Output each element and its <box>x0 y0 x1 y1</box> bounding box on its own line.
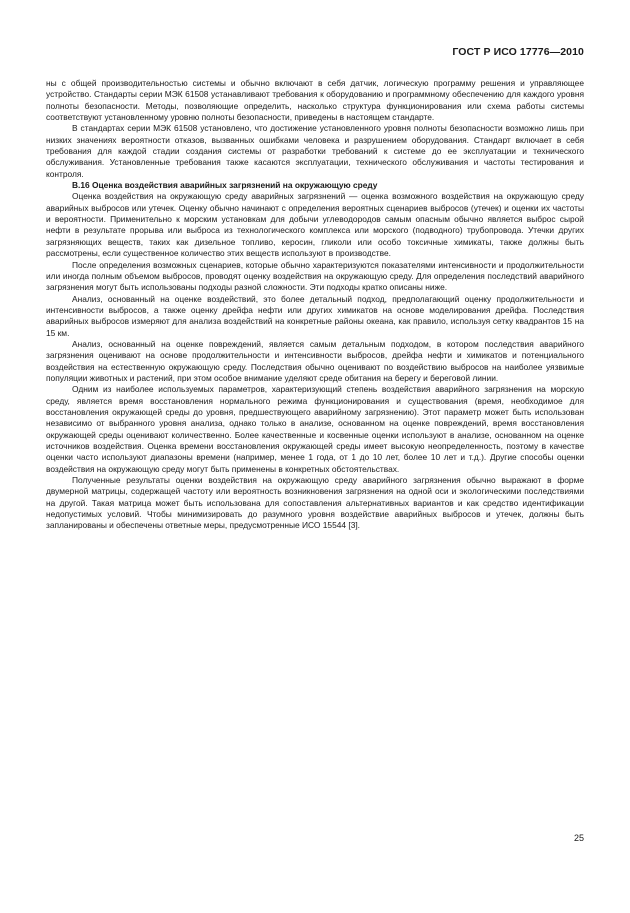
paragraph: После определения возможных сценариев, которые обычно характеризуются показателями интенсивности и продолжительности или иногда полным объемом выбросов, проводят оценку воздействия на окружающую среду. Для определения последствий аварийного загрязнения могут быть использованы подходы разной сложности. Эти подходы кратко описаны ниже. <box>46 259 584 293</box>
document-header: ГОСТ Р ИСО 17776—2010 <box>452 46 584 58</box>
paragraph-continuation: ны с общей производительностью системы и обычно включают в себя датчик, логическую программу решения и управляющее устройство. Стандарты серии МЭК 61508 устанавливают требования к оборудованию и программному обеспечению для каждого уровня полноты безопасности. Методы, позволяющие определить, насколько структура функционирования или схема работы системы соответствуют установленному уровню полноты безопасности, приведены в настоящем стандарте. <box>46 78 584 123</box>
paragraph: Оценка воздействия на окружающую среду аварийных загрязнений — оценка возможного воздействия на окружающую среду аварийных выбросов или утечек. Оценку обычно начинают с определения вероятных сценариев выбросов (утечек) и оценки их частоты и вероятности. Применительно к морским установкам для добычи углеводородов самым опасным обычно является выброс сырой нефти в результате прорыва или выброса из технологического комплекса или морского (подводного) трубопровода. Утечки других загрязняющих веществ, таких как дизельное топливо, керосин, гликоли или особо токсичные химикаты, также должны быть рассмотрены, если существенное количество этих веществ используют в производстве. <box>46 191 584 259</box>
paragraph: Полученные результаты оценки воздействия на окружающую среду аварийного загрязнения обычно выражают в форме двумерной матрицы, содержащей частоту или вероятность возникновения загрязнения на одной оси и экологическими последствиями на другой. Такая матрица может быть использована для сопоставления альтернативных вариантов и как средство идентификации недопустимых условий. Чтобы минимизировать до разумного уровня воздействие аварийных выбросов и утечек, должны быть запланированы и обеспечены ответные меры, предусмотренные ИСО 15544 [3]. <box>46 475 584 531</box>
paragraph: Анализ, основанный на оценке воздействий, это более детальный подход, предполагающий оценку продолжительности и интенсивности выбросов, а также оценку дрейфа нефти или других химикатов на основе моделирования дрейфа. Последствия аварийных выбросов измеряют для анализа воздействий на конкретные районы океана, как правило, используя сетку квадрантов 15 на 15 км. <box>46 293 584 338</box>
page-number: 25 <box>573 833 584 843</box>
page-body <box>46 78 584 532</box>
paragraph: Одним из наиболее используемых параметров, характеризующий степень воздействия аварийного загрязнения на морскую среду, является время восстановления нормального режима функционирования и существования (время, необходимое для восстановления окружающей среды до уровня, предшествующего аварийному загрязнению). Этот параметр может быть использован независимо от выбранного уровня анализа, однако только в анализе, основанном на оценке повреждений, время восстановления окружающей среды оценивают количественно. Более качественные и косвенные оценки используют в анализе, основанном на оценке источников воздействия. Оценка времени восстановления окружающей среды имеет высокую неопределенность, поэтому в качестве оценки часто используют диапазоны времени (например, менее 1 года, от 1 до 10 лет, более 10 лет и т.д.). Другие способы оценки воздействия на окружающую среду могут быть применены в конкретных обстоятельствах. <box>46 384 584 474</box>
section-heading: В.16 Оценка воздействия аварийных загрязнений на окружающую среду <box>72 180 378 191</box>
paragraph: Анализ, основанный на оценке повреждений, является самым детальным подходом, в котором последствия аварийного загрязнения оценивают на основе продолжительности и интенсивности выбросов, дрейфа нефти и химикатов и потенциального воздействия на естественную окружающую среду. Последствия обычно оценивают по воздействию выбросов на наиболее уязвимые популяции животных и растений, при этом особое внимание уделяют среде обитания на берегу и береговой линии. <box>46 338 584 383</box>
paragraph: В стандартах серии МЭК 61508 установлено, что достижение установленного уровня полноты безопасности возможно лишь при низких значениях вероятности отказов, вызванных ошибками человека и разрушением оборудования. Стандарт включает в себя требования для каждой стадии создания системы от разработки требований к системе до ее эксплуатации и технического обслуживания. Установленные требования также касаются эксплуатации, технического обслуживания и частоты тестирования и контроля. <box>46 123 584 179</box>
